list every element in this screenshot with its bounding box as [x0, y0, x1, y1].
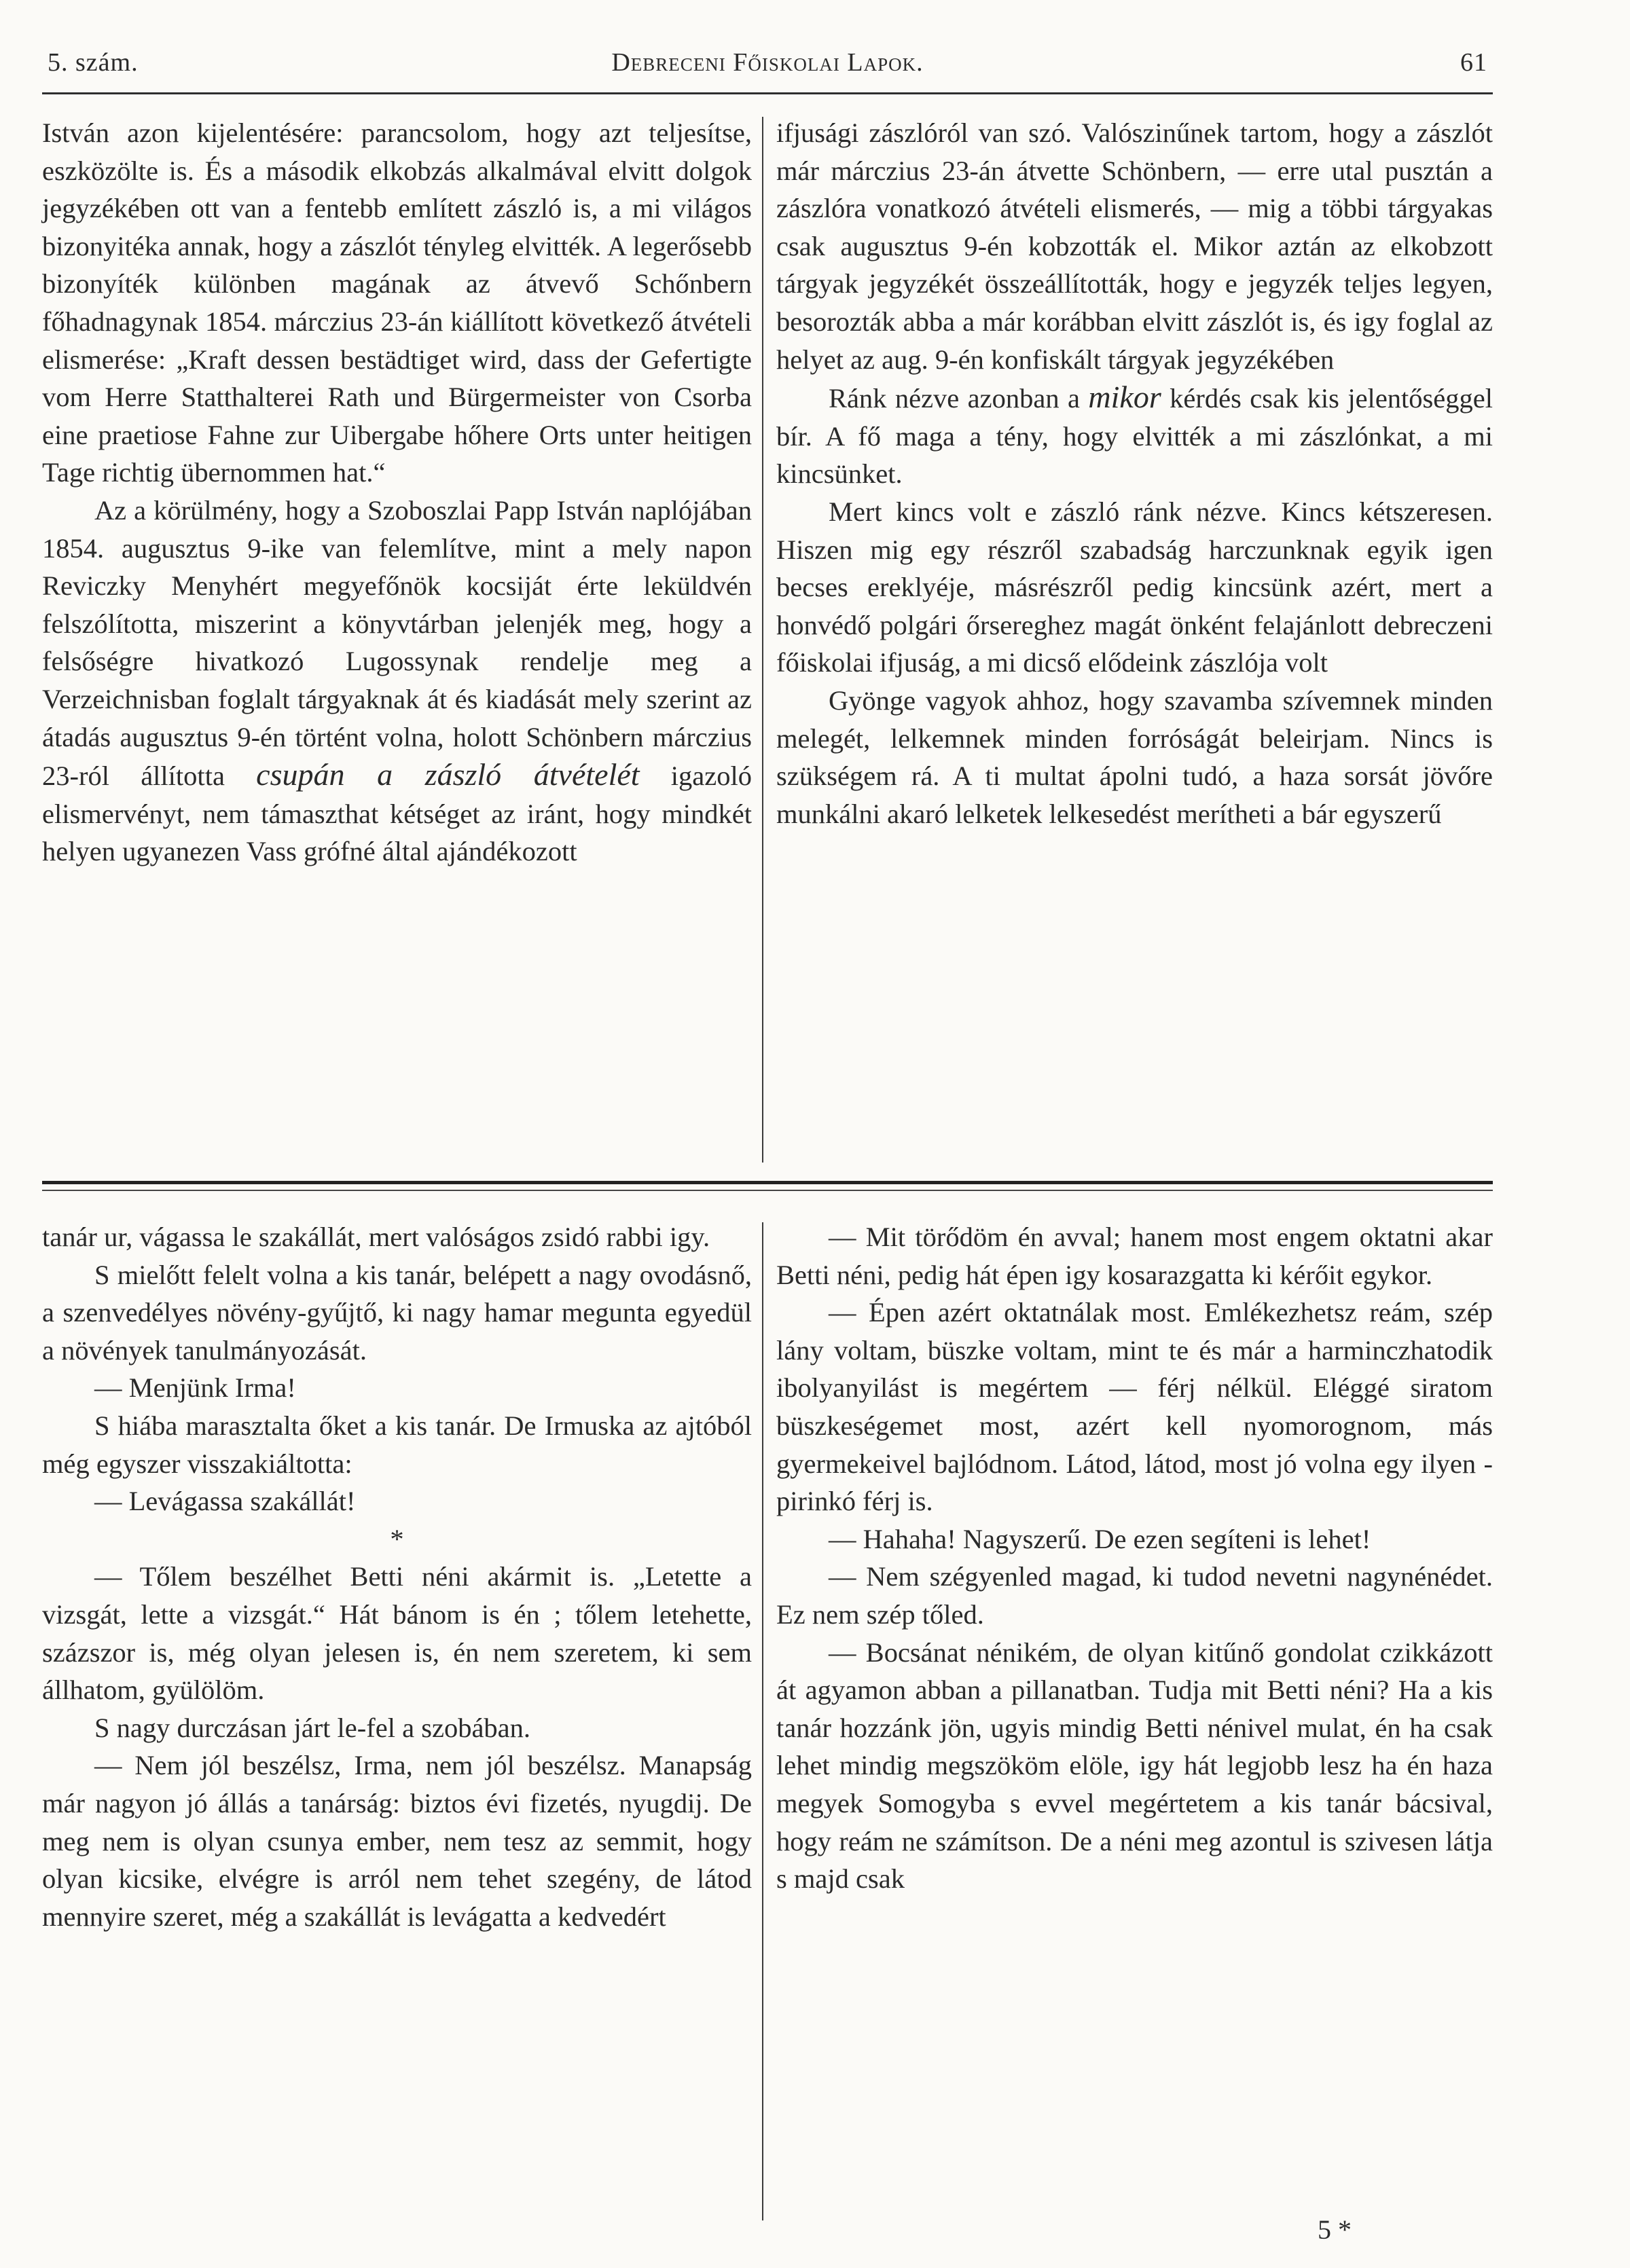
paragraph: — Levágassa szakállát! [94, 1486, 356, 1517]
paragraph: Az a körülmény, hogy a Szoboszlai Papp István naplójában 1854. augusztus 9-ike van felemlítve, mint a mely napon Reviczky Menyhért megyefőnök kocsiját érte leküldvén felszólította, miszerint a könyvtárban jelenjék meg, hogy a felsőségre hivatkozó Lugossynak rendelje meg a Verzeichnisban foglalt tárgyaknak át és kiadását mely szerint az átadás augusztus 9-én történt volna, holott Schönbern márczius 23-ról állította csupán a zászló átvételét igazoló elismervényt, nem támaszthat kétséget az iránt, hogy mindkét helyen ugyanezen Vass grófné által ajándékozott [42, 494, 753, 867]
paragraph: S nagy durczásan járt le-fel a szobában. [94, 1712, 531, 1743]
section-divider-thin [42, 1190, 1493, 1191]
printer-signature: 5 * [1318, 2214, 1352, 2245]
paragraph: István azon kijelentésére: parancsolom, hogy azt teljesítse, eszközölte is. És a második elkobzás alkalmával elvitt dolgok jegyzékében ott van a fentebb említett zászló is, a mi világos bizonyitéka annak, hogy a zászlót tényleg elvitték. A legerősebb bizonyíték különben magának az átvevő Schőnbern főhadnagynak 1854. márczius 23-án kiállított következő átvételi elismerése: „Kraft dessen bestädtiget wird, dass der Gefertigte vom Herre Statthalterei Rath und Bürgermeister von Csorba eine praetiose Fahne zur Uibergabe hőhere Orts unter heitigen Tage richtig übernommen hat.“ [42, 117, 752, 488]
article-column-left [42, 114, 752, 871]
paragraph: — Tőlem beszélhet Betti néni akármit is. „Letette a vizsgát, lette a vizsgát.“ Hát bánom is én ; tőlem letehette, százszor is, még olyan jelesen is, én nem szeretem, ki sem állhatom, gyülölöm. [42, 1561, 752, 1706]
section-star: * [390, 1523, 404, 1554]
paragraph: S hiába marasztalta őket a kis tanár. De Irmuska az ajtóból még egyszer visszakiáltotta: [42, 1410, 752, 1479]
section-divider [42, 1181, 1493, 1184]
paragraph: tanár ur, vágassa le szakállát, mert valóságos zsidó rabbi igy. [42, 1222, 710, 1252]
paragraph: Mert kincs volt e zászló ránk nézve. Kincs kétszeresen. Hiszen mig egy részről szabadság harczunknak egyik igen becses ereklyéje, másrészről pedig kincsünk azért, mert a honvédő polgári őrsereghez magát önként felajánlott debreczeni főiskolai ifjuság, a mi dicső elődeink zászlója volt [776, 496, 1493, 678]
header-rule [42, 92, 1493, 94]
paragraph: Ránk nézve azonban a mikor kérdés csak kis jelentőséggel bír. A fő maga a tény, hogy elvitték a mi zászlónkat, a mi kincsünket. [776, 380, 1493, 490]
paragraph: ifjusági zászlóról van szó. Valószinűnek tartom, hogy a zászlót már márczius 23-án átvette Schönbern, — erre utal pusztán a zászlóra vonatkozó átvételi elismerés, — mig a többi tárgyakas csak augusztus 9-én kobzották el. Mikor aztán az elkobzott tárgyak jegyzékét összeállították, hogy e jegyzék teljes legyen, besorozták abba a már korábban elvitt zászlót is, és igy foglal az helyet az aug. 9-én konfiskált tárgyak jegyzékében [776, 117, 1493, 375]
paragraph: — Menjünk Irma! [94, 1372, 296, 1404]
article-column-right [776, 114, 1493, 833]
paragraph: — Mit törődöm én avval; hanem most engem oktatni akar Betti néni, pedig hát épen igy kosarazgatta ki kérőit egykor. [776, 1222, 1493, 1290]
paragraph: — Épen azért oktatnálak most. Emlékezhetsz reám, szép lány voltam, büszke voltam, mint te és már a harminczhatodik ibolyanyilást is megértem — férj nélkül. Eléggé siratom büszkeségemet most, azért kell nyomorognom, más gyermekeivel bajlódnom. Látod, látod, most jó volna egy ilyen - pirinkó férj is. [776, 1297, 1493, 1517]
story-column-right [776, 1218, 1493, 1898]
column-divider [762, 117, 763, 1163]
paragraph: — Nem jól beszélsz, Irma, nem jól beszélsz. Manapság már nagyon jó állás a tanárság: biztos évi fizetés, nyugdij. De meg nem is olyan csunya ember, nem tesz az semmit, hogy olyan kicsike, elvégre is arról nem tehet szegény, de látod mennyire szeret, még a szakállát is levágatta a kedvedért [42, 1750, 752, 1932]
page-number: 61 [1460, 48, 1487, 77]
paragraph: — Bocsánat nénikém, de olyan kitűnő gondolat czikkázott át agyamon abban a pillanatban. Tudja mit Betti néni? Ha a kis tanár hozzánk jön, ugyis mindig Betti nénivel mulat, én ha csak lehet mindig megszököm elöle, igy hát legjobb lesz ha én haza megyek Somogyba s evvel megértetem a kis tanár bácsival, hogy reám ne számítson. De a néni meg azontul is szivesen látja s majd csak [776, 1636, 1493, 1895]
paragraph: S mielőtt felelt volna a kis tanár, belépett a nagy ovodásnő, a szenvedélyes növény-gyűjtő, ki nagy hamar megunta egyedül a növények tanulmányozását. [42, 1259, 752, 1366]
column-divider [762, 1222, 763, 2220]
emphasis: csupán a zászló átvételét [256, 757, 640, 792]
story-column-left [42, 1218, 752, 1935]
paragraph: — Hahaha! Nagyszerű. De ezen segíteni is lehet! [828, 1523, 1371, 1554]
running-header [42, 48, 1493, 91]
issue-number: 5. szám. [48, 48, 139, 77]
paragraph: Gyönge vagyok ahhoz, hogy szavamba szívemnek minden melegét, lelkemnek minden forróságát beleirjam. Nincs is szükségem rá. A ti multat ápolni tudó, a haza sorsát jövőre munkálni akaró lelketek lelkesedést merítheti a bár egyszerű [776, 684, 1493, 829]
journal-title: Debreceni Főiskolai Lapok. [611, 48, 924, 77]
paragraph: — Nem szégyenled magad, ki tudod nevetni nagynénédet. Ez nem szép tőled. [776, 1561, 1493, 1630]
emphasis: mikor [1088, 380, 1161, 415]
